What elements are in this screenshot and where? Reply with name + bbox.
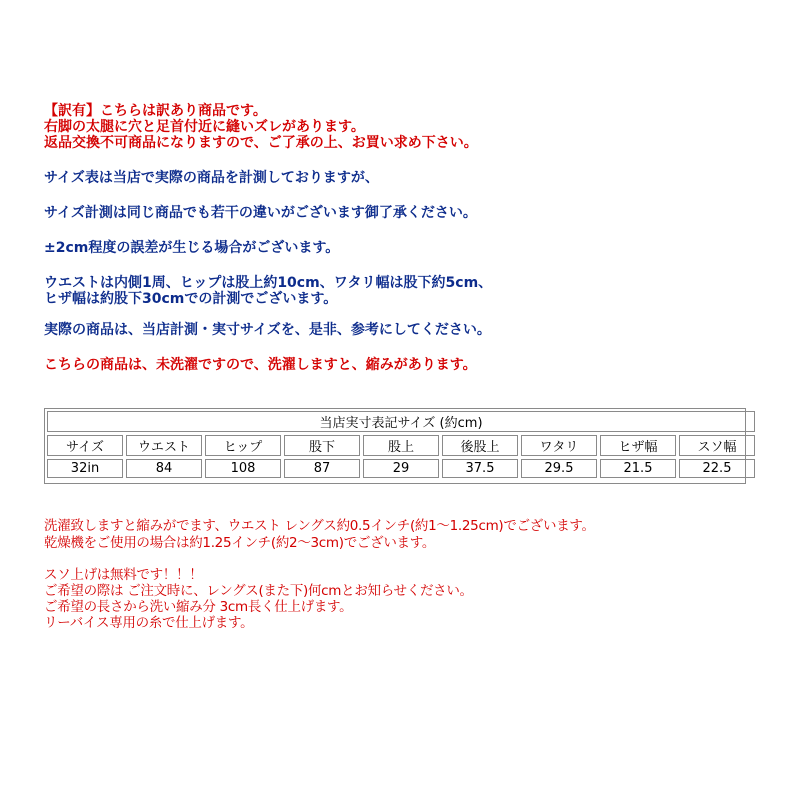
size-table-header: スソ幅 [679, 435, 755, 456]
hemming-allowance: ご希望の長さから洗い縮み分 3cm長く仕上げます。 [44, 599, 353, 615]
size-table-value: 37.5 [442, 459, 518, 478]
size-table-value: 21.5 [600, 459, 676, 478]
size-table-header: ワタリ [521, 435, 597, 456]
size-table-header: サイズ [47, 435, 123, 456]
info-line-measured: サイズ表は当店で実際の商品を計測しておりますが、 [44, 170, 379, 186]
size-table-header: 後股上 [442, 435, 518, 456]
size-table-caption-row [47, 411, 755, 432]
size-table-caption: 当店実寸表記サイズ (約cm) [47, 411, 755, 432]
notice-line-no-returns: 返品交換不可商品になりますので、ご了承の上、お買い求め下さい。 [44, 135, 478, 151]
size-table-value: 22.5 [679, 459, 755, 478]
notice-line-defect-detail: 右脚の太腿に穴と足首付近に縫いズレがあります。 [44, 119, 365, 135]
size-table-value: 108 [205, 459, 281, 478]
size-table [44, 408, 758, 481]
size-table-value: 32in [47, 459, 123, 478]
info-line-tolerance: ±2cm程度の誤差が生じる場合がございます。 [44, 240, 340, 256]
size-table-header: 股下 [284, 435, 360, 456]
size-table-header: 股上 [363, 435, 439, 456]
size-table-header: ヒザ幅 [600, 435, 676, 456]
hemming-free: スソ上げは無料です！！！ [44, 567, 203, 583]
size-table-value: 84 [126, 459, 202, 478]
info-line-reference: 実際の商品は、当店計測・実寸サイズを、是非、参考にしてください。 [44, 322, 491, 338]
size-table-value-row [47, 459, 755, 478]
shrink-notice-dryer: 乾燥機をご使用の場合は約1.25インチ(約2～3cm)でございます。 [44, 535, 436, 551]
size-table-value: 29 [363, 459, 439, 478]
size-table-header: ヒップ [205, 435, 281, 456]
size-table-value: 87 [284, 459, 360, 478]
size-table-header: ウエスト [126, 435, 202, 456]
shrink-notice-wash: 洗濯致しますと縮みがでます、ウエスト レングス約0.5インチ(約1～1.25cm)でございます。 [44, 518, 595, 534]
info-line-measure-method-2: ヒザ幅は約股下30cmでの計測でございます。 [44, 291, 338, 307]
info-line-variance: サイズ計測は同じ商品でも若干の違いがございます御了承ください。 [44, 205, 477, 221]
size-table-header-row [47, 435, 755, 456]
info-line-measure-method-1: ウエストは内側1周、ヒップは股上約10cm、ワタリ幅は股下約5cm、 [44, 275, 493, 291]
hemming-thread: リーバイス専用の糸で仕上げます。 [44, 615, 254, 631]
size-table-value: 29.5 [521, 459, 597, 478]
hemming-request: ご希望の際は ご注文時に、レングス(また下)何cmとお知らせください。 [44, 583, 473, 599]
notice-line-defect-label: 【訳有】こちらは訳あり商品です。 [44, 103, 267, 119]
unwashed-notice: こちらの商品は、未洗濯ですので、洗濯しますと、縮みがあります。 [44, 357, 477, 373]
